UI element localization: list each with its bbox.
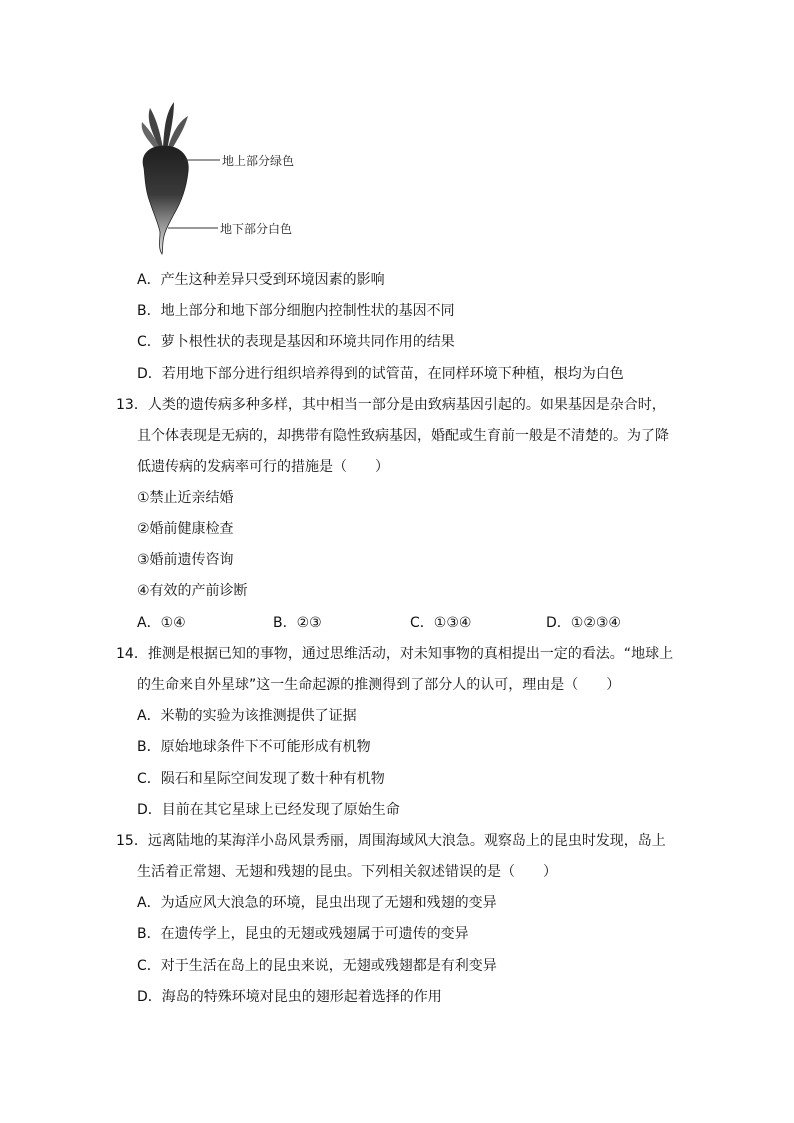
q14-stem-line-2: 的生命来自外星球”这一生命起源的推测得到了部分人的认可，理由是（ ） (137, 677, 621, 693)
q13-stem-line-2: 且个体表现是无病的，却携带有隐性致病基因，婚配或生育前一般是不清楚的。为了降 (137, 428, 669, 444)
q14-option-c: C．陨石和星际空间发现了数十种有机物 (137, 771, 385, 787)
figure-label-below-ground: 地下部分白色 (220, 222, 293, 236)
radish-figure (130, 98, 330, 256)
q13-item-1: ①禁止近亲结婚 (137, 490, 234, 506)
q12-option-a: A．产生这种差异只受到环境因素的影响 (137, 272, 385, 288)
q13-option-d: D．①②③④ (546, 615, 621, 631)
q12-option-b: B．地上部分和地下部分细胞内控制性状的基因不同 (137, 303, 455, 319)
q13-item-3: ③婚前遗传咨询 (137, 552, 234, 568)
q13-option-a: A．①④ (137, 615, 186, 631)
q15-option-d: D．海岛的特殊环境对昆虫的翅形起着选择的作用 (137, 989, 442, 1005)
q15-stem-line-1: 15．远离陆地的某海洋小岛风景秀丽，周围海域风大浪急。观察岛上的昆虫时发现，岛上 (116, 833, 666, 849)
figure-label-above-ground: 地上部分绿色 (222, 154, 295, 168)
q15-stem-line-2: 生活着正常翅、无翅和残翅的昆虫。下列相关叙述错误的是（ ） (137, 864, 557, 880)
q12-option-c: C．萝卜根性状的表现是基因和环境共同作用的结果 (137, 334, 455, 350)
q13-option-b: B．②③ (273, 615, 322, 631)
q13-stem-line-1: 13．人类的遗传病多种多样，其中相当一部分是由致病基因引起的。如果基因是杂合时， (116, 397, 666, 413)
q13-item-2: ②婚前健康检查 (137, 521, 234, 537)
q14-stem-line-1: 14．推测是根据已知的事物，通过思维活动，对未知事物的真相提出一定的看法。“地球上 (116, 646, 674, 662)
q13-option-c: C．①③④ (410, 615, 472, 631)
q13-item-4: ④有效的产前诊断 (137, 583, 248, 599)
q12-option-d: D．若用地下部分进行组织培养得到的试管苗，在同样环境下种植，根均为白色 (137, 366, 624, 382)
q13-stem-line-3: 低遗传病的发病率可行的措施是（ ） (137, 459, 389, 475)
q14-option-a: A．米勒的实验为该推测提供了证据 (137, 708, 357, 724)
q15-option-a: A．为适应风大浪急的环境，昆虫出现了无翅和残翅的变异 (137, 895, 497, 911)
q14-option-b: B．原始地球条件下不可能形成有机物 (137, 739, 371, 755)
q15-option-c: C．对于生活在岛上的昆虫来说，无翅或残翅都是有利变异 (137, 958, 497, 974)
q14-option-d: D．目前在其它星球上已经发现了原始生命 (137, 802, 400, 818)
q15-option-b: B．在遗传学上，昆虫的无翅或残翅属于可遗传的变异 (137, 926, 469, 942)
